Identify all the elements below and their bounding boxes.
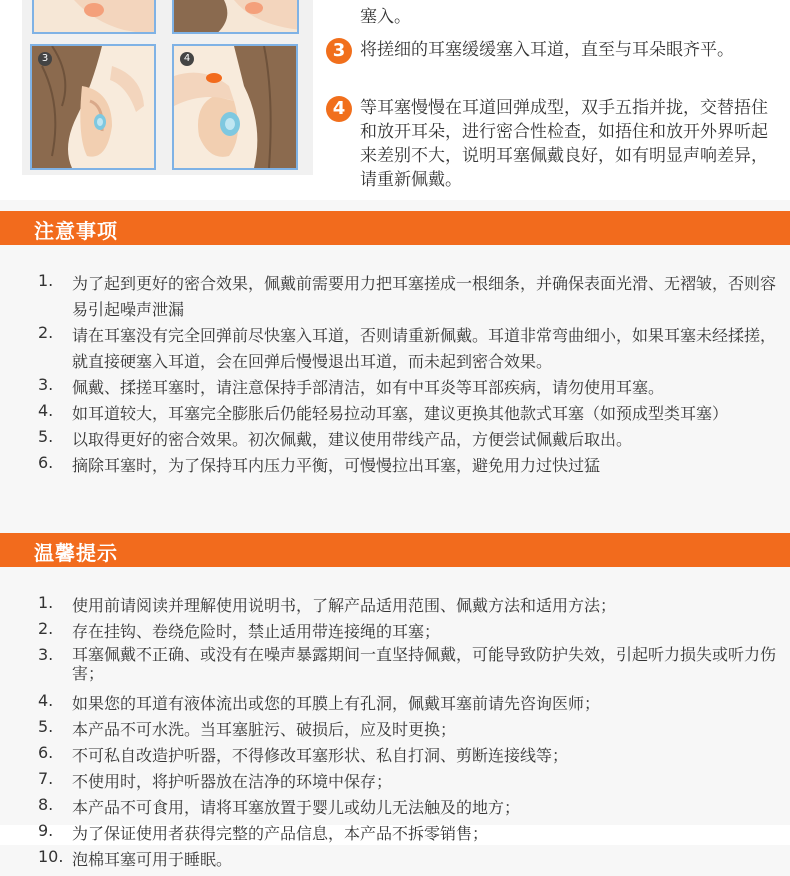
panel-number-4: 4 (180, 52, 194, 66)
item-text: 泡棉耳塞可用于睡眠。 (72, 850, 233, 869)
item-text: 本产品不可食用，请将耳塞放置于婴儿或幼儿无法触及的地方； (72, 798, 521, 817)
item-number: 8. (38, 795, 54, 814)
item-text: 耳塞佩戴不正确、或没有在噪声暴露期间一直坚持佩戴，可能导致防护失效，引起听力损失或听力伤害； (72, 645, 777, 683)
notice-title: 注意事项 (34, 219, 118, 243)
item-number: 2. (38, 619, 54, 638)
item-number: 1. (38, 271, 54, 290)
item-text: 为了保证使用者获得完整的产品信息，本产品不拆零销售； (72, 824, 489, 843)
item-text: 如耳道较大，耳塞完全膨胀后仍能轻易拉动耳塞，建议更换其他款式耳塞（如预成型类耳塞） (72, 404, 729, 423)
tips-header (0, 533, 790, 567)
item-text: 本产品不可水洗。当耳塞脏污、破损后，应及时更换； (72, 720, 457, 739)
item-text: 不使用时，将护听器放在洁净的环境中保存； (72, 772, 393, 791)
item-number: 2. (38, 323, 54, 342)
item-number: 10. (38, 847, 64, 866)
wearing-illustration (22, 0, 313, 175)
item-number: 9. (38, 821, 54, 840)
item-text: 请在耳塞没有完全回弹前尽快塞入耳道，否则请重新佩戴。耳道非常弯曲细小，如果耳塞未经揉搓，就直接硬塞入耳道，会在回弹后慢慢退出耳道，而未起到密合效果。 (72, 326, 777, 371)
item-number: 4. (38, 401, 54, 420)
step-text: 将搓细的耳塞缓缓塞入耳道，直至与耳朵眼齐平。 (360, 40, 734, 60)
item-text: 摘除耳塞时，为了保持耳内压力平衡，可慢慢拉出耳塞，避免用力过快过猛 (72, 456, 601, 475)
item-number: 3. (38, 375, 54, 394)
item-text: 存在挂钩、卷绕危险时，禁止适用带连接绳的耳塞； (72, 622, 441, 641)
top-instructions (0, 0, 790, 200)
item-text: 使用前请阅读并理解使用说明书，了解产品适用范围、佩戴方法和适用方法； (72, 596, 617, 615)
step-text: 等耳塞慢慢在耳道回弹成型，双手五指并拢，交替捂住和放开耳朵，进行密合性检查，如捂住和放开外界听起来差别不大，说明耳塞佩戴良好，如有明显声响差异，请重新佩戴。 (360, 98, 768, 190)
notice-list (0, 245, 790, 520)
item-number: 1. (38, 593, 54, 612)
item-number: 5. (38, 427, 54, 446)
illustration-panel-2 (172, 0, 299, 34)
tips-list (0, 567, 790, 876)
item-text: 如果您的耳道有液体流出或您的耳膜上有孔洞，佩戴耳塞前请先咨询医师； (72, 694, 601, 713)
item-text: 不可私自改造护听器，不得修改耳塞形状、私自打洞、剪断连接线等； (72, 746, 569, 765)
tips-title: 温馨提示 (34, 541, 118, 565)
item-number: 6. (38, 453, 54, 472)
item-text: 为了起到更好的密合效果，佩戴前需要用力把耳塞搓成一根细条，并确保表面光滑、无褶皱，否则容易引起噪声泄漏 (72, 274, 777, 319)
illustration-panel-3 (30, 44, 156, 170)
item-number: 6. (38, 743, 54, 762)
illustration-panel-1 (32, 0, 156, 34)
notice-header (0, 211, 790, 245)
item-text: 以取得更好的密合效果。初次佩戴，建议使用带线产品，方便尝试佩戴后取出。 (72, 430, 633, 449)
item-number: 7. (38, 769, 54, 788)
item-text: 佩戴、揉搓耳塞时，请注意保持手部清洁，如有中耳炎等耳部疾病，请勿使用耳塞。 (72, 378, 665, 397)
item-number: 4. (38, 691, 54, 710)
illustration-panel-4 (172, 44, 298, 170)
step-2-tail: 塞入。 (360, 7, 411, 27)
step-number-badge: 4 (326, 96, 352, 122)
item-number: 5. (38, 717, 54, 736)
panel-number-3: 3 (38, 52, 52, 66)
item-number: 3. (38, 645, 54, 664)
step-number-badge: 3 (326, 38, 352, 64)
